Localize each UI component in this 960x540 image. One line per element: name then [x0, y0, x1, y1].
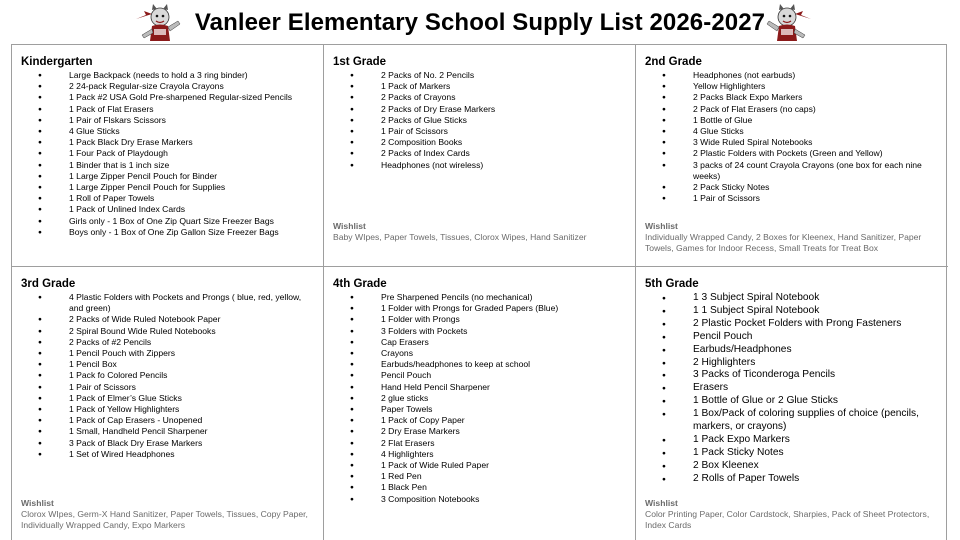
- supply-item: ● 1 Red Pen: [333, 471, 627, 482]
- supply-item: ● 3 packs of 24 count Crayola Crayons (one box for each nine weeks): [645, 160, 940, 182]
- supply-item: ● 1 Pack of Copy Paper: [333, 415, 627, 426]
- supply-item: ● Earbuds/headphones to keep at school: [333, 359, 627, 370]
- supply-item: ● 1 Pencil Box: [21, 359, 315, 370]
- wildcat-mascot-icon: [765, 1, 813, 45]
- page-header: [0, 0, 960, 44]
- grade-heading: Kindergarten: [21, 56, 93, 68]
- supply-item: ● 2 Packs of Dry Erase Markers: [333, 104, 627, 115]
- wishlist-label: Wishlist: [333, 221, 366, 231]
- supply-item: ● 4 Plastic Folders with Pockets and Prongs ( blue, red, yellow, and green): [21, 292, 315, 314]
- supply-list: [333, 292, 627, 505]
- supply-item: ● 2 Dry Erase Markers: [333, 426, 627, 437]
- supply-item: ● 2 Highlighters: [645, 357, 940, 370]
- supply-item: ● 1 Pair of Scissors: [333, 126, 627, 137]
- wishlist-text: Baby WIpes, Paper Towels, Tissues, Clorox Wipes, Hand Sanitizer: [333, 232, 587, 243]
- supply-item: ● 1 Bottle of Glue: [645, 115, 940, 126]
- supply-item: ● 2 Packs of Glue Sticks: [333, 115, 627, 126]
- grade-panel-kindergarten: [12, 45, 324, 267]
- supply-item: ● Yellow Highlighters: [645, 81, 940, 92]
- supply-item: ● 1 Small, Handheld Pencil Sharpener: [21, 426, 315, 437]
- supply-item: ● 3 Wide Ruled Spiral Notebooks: [645, 137, 940, 148]
- supply-item: ● 4 Glue Sticks: [21, 126, 315, 137]
- supply-item: ● 1 Pack of Unlined Index Cards: [21, 204, 315, 215]
- supply-item: ● 2 Packs of Index Cards: [333, 148, 627, 159]
- wishlist: [645, 221, 940, 255]
- grade-panel-1st: [324, 45, 636, 267]
- supply-list: [645, 70, 940, 204]
- supply-item: ● 1 Pack of Elmer’s Glue Sticks: [21, 393, 315, 404]
- supply-item: ● Pencil Pouch: [333, 370, 627, 381]
- supply-item: ● 2 Flat Erasers: [333, 438, 627, 449]
- supply-item: ● 1 Pack of Cap Erasers - Unopened: [21, 415, 315, 426]
- supply-item: ● 1 Folder with Prongs for Graded Papers (Blue): [333, 303, 627, 314]
- supply-item: ● Paper Towels: [333, 404, 627, 415]
- supply-item: ● 2 Rolls of Paper Towels: [645, 473, 940, 486]
- supply-item: ● 2 Spiral Bound Wide Ruled Notebooks: [21, 326, 315, 337]
- supply-item: ● 1 Pack fo Colored Pencils: [21, 370, 315, 381]
- supply-item: ● 2 Packs of No. 2 Pencils: [333, 70, 627, 81]
- supply-item: ● 1 Pack of Flat Erasers: [21, 104, 315, 115]
- supply-item: ● 1 Pack Black Dry Erase Markers: [21, 137, 315, 148]
- supply-item: ● 1 Pack Sticky Notes: [645, 447, 940, 460]
- wishlist-text: Individually Wrapped Candy, 2 Boxes for Kleenex, Hand Sanitizer, Paper Towels, Games for Indoor Recess, Small Treats for Treat Box: [645, 232, 922, 254]
- wishlist-text: Color Printing Paper, Color Cardstock, Sharpies, Pack of Sheet Protectors, Index Cards: [645, 509, 930, 531]
- supply-item: ● 2 Packs of Wide Ruled Notebook Paper: [21, 314, 315, 325]
- supply-item: ● 1 Pack #2 USA Gold Pre-sharpened Regular-sized Pencils: [21, 92, 315, 103]
- wishlist-text: Clorox WIpes, Germ-X Hand Sanitizer, Paper Towels, Tissues, Copy Paper, Individually Wrapped Candy, Expo Markers: [21, 509, 308, 531]
- supply-item: ● 1 Large Zipper Pencil Pouch for Supplies: [21, 182, 315, 193]
- supply-item: ● 2 Packs of Crayons: [333, 92, 627, 103]
- supply-item: ● 1 Large Zipper Pencil Pouch for Binder: [21, 171, 315, 182]
- supply-item: ● Large Backpack (needs to hold a 3 ring binder): [21, 70, 315, 81]
- supply-item: ● 3 Composition Notebooks: [333, 494, 627, 505]
- supply-item: ● 1 3 Subject Spiral Notebook: [645, 292, 940, 305]
- supply-list: [333, 70, 627, 171]
- grade-heading: 1st Grade: [333, 56, 387, 68]
- supply-item: ● 4 Glue Sticks: [645, 126, 940, 137]
- grade-panel-3rd: [12, 267, 324, 540]
- supply-list: [21, 70, 315, 238]
- supply-item: ● Hand Held Pencil Sharpener: [333, 382, 627, 393]
- supply-item: ● 1 Pack of Yellow Highlighters: [21, 404, 315, 415]
- supply-item: ● Pre Sharpened Pencils (no mechanical): [333, 292, 627, 303]
- page-title: Vanleer Elementary School Supply List 2026-2027: [194, 9, 766, 36]
- supply-item: ● 1 Folder with Prongs: [333, 314, 627, 325]
- supply-item: ● 1 Box/Pack of coloring supplies of choice (pencils, markers, or crayons): [645, 408, 940, 434]
- supply-item: ● 2 glue sticks: [333, 393, 627, 404]
- supply-item: ● 4 Highlighters: [333, 449, 627, 460]
- supply-item: ● 1 Pair of Scissors: [21, 382, 315, 393]
- supply-item: ● 2 24-pack Regular-size Crayola Crayons: [21, 81, 315, 92]
- supply-list: [21, 292, 315, 460]
- supply-item: ● 1 Four Pack of Playdough: [21, 148, 315, 159]
- supply-item: ● 1 Pair of Scissors: [645, 193, 940, 204]
- supply-item: ● Pencil Pouch: [645, 331, 940, 344]
- supply-item: ● 1 Roll of Paper Towels: [21, 193, 315, 204]
- wishlist: [21, 498, 315, 532]
- supply-item: ● 1 Binder that is 1 inch size: [21, 160, 315, 171]
- supply-item: ● 1 Pair of Flskars Scissors: [21, 115, 315, 126]
- supply-item: ● 2 Packs of #2 Pencils: [21, 337, 315, 348]
- supply-item: ● 1 1 Subject Spiral Notebook: [645, 305, 940, 318]
- supply-item: ● 1 Set of Wired Headphones: [21, 449, 315, 460]
- supply-item: ● 2 Plastic Folders with Pockets (Green and Yellow): [645, 148, 940, 159]
- supply-item: ● Erasers: [645, 382, 940, 395]
- supply-item: ● 3 Folders with Pockets: [333, 326, 627, 337]
- supply-item: ● Boys only - 1 Box of One Zip Gallon Size Freezer Bags: [21, 227, 315, 238]
- supply-item: ● 2 Composition Books: [333, 137, 627, 148]
- supply-item: ● Girls only - 1 Box of One Zip Quart Size Freezer Bags: [21, 216, 315, 227]
- grade-heading: 2nd Grade: [645, 56, 702, 68]
- supply-item: ● 1 Pack of Wide Ruled Paper: [333, 460, 627, 471]
- supply-item: ● Headphones (not earbuds): [645, 70, 940, 81]
- supply-item: ● 3 Pack of Black Dry Erase Markers: [21, 438, 315, 449]
- supply-item: ● Crayons: [333, 348, 627, 359]
- grade-panel-5th: [636, 267, 948, 540]
- supply-item: ● 2 Pack of Flat Erasers (no caps): [645, 104, 940, 115]
- supply-list: [645, 292, 940, 486]
- wishlist: [333, 221, 627, 243]
- supply-item: ● 1 Pencil Pouch with Zippers: [21, 348, 315, 359]
- grade-heading: 3rd Grade: [21, 278, 76, 290]
- supply-item: ● 2 Pack Sticky Notes: [645, 182, 940, 193]
- wishlist-label: Wishlist: [645, 498, 678, 508]
- supply-item: ● 2 Plastic Pocket Folders with Prong Fasteners: [645, 318, 940, 331]
- supply-item: ● 2 Packs Black Expo Markers: [645, 92, 940, 103]
- supply-item: ● 1 Bottle of Glue or 2 Glue Sticks: [645, 395, 940, 408]
- supply-item: ● Headphones (not wireless): [333, 160, 627, 171]
- supply-item: ● Cap Erasers: [333, 337, 627, 348]
- supply-item: ● 3 Packs of Ticonderoga Pencils: [645, 369, 940, 382]
- supply-item: ● 2 Box Kleenex: [645, 460, 940, 473]
- supply-item: ● Earbuds/Headphones: [645, 344, 940, 357]
- grade-heading: 5th Grade: [645, 278, 699, 290]
- supply-item: ● 1 Pack of Markers: [333, 81, 627, 92]
- supply-list-grid: [11, 44, 947, 540]
- grade-heading: 4th Grade: [333, 278, 387, 290]
- wishlist-label: Wishlist: [645, 221, 678, 231]
- wishlist: [645, 498, 940, 532]
- grade-panel-2nd: [636, 45, 948, 267]
- grade-panel-4th: [324, 267, 636, 540]
- supply-item: ● 1 Pack Expo Markers: [645, 434, 940, 447]
- supply-item: ● 1 Black Pen: [333, 482, 627, 493]
- wishlist-label: Wishlist: [21, 498, 54, 508]
